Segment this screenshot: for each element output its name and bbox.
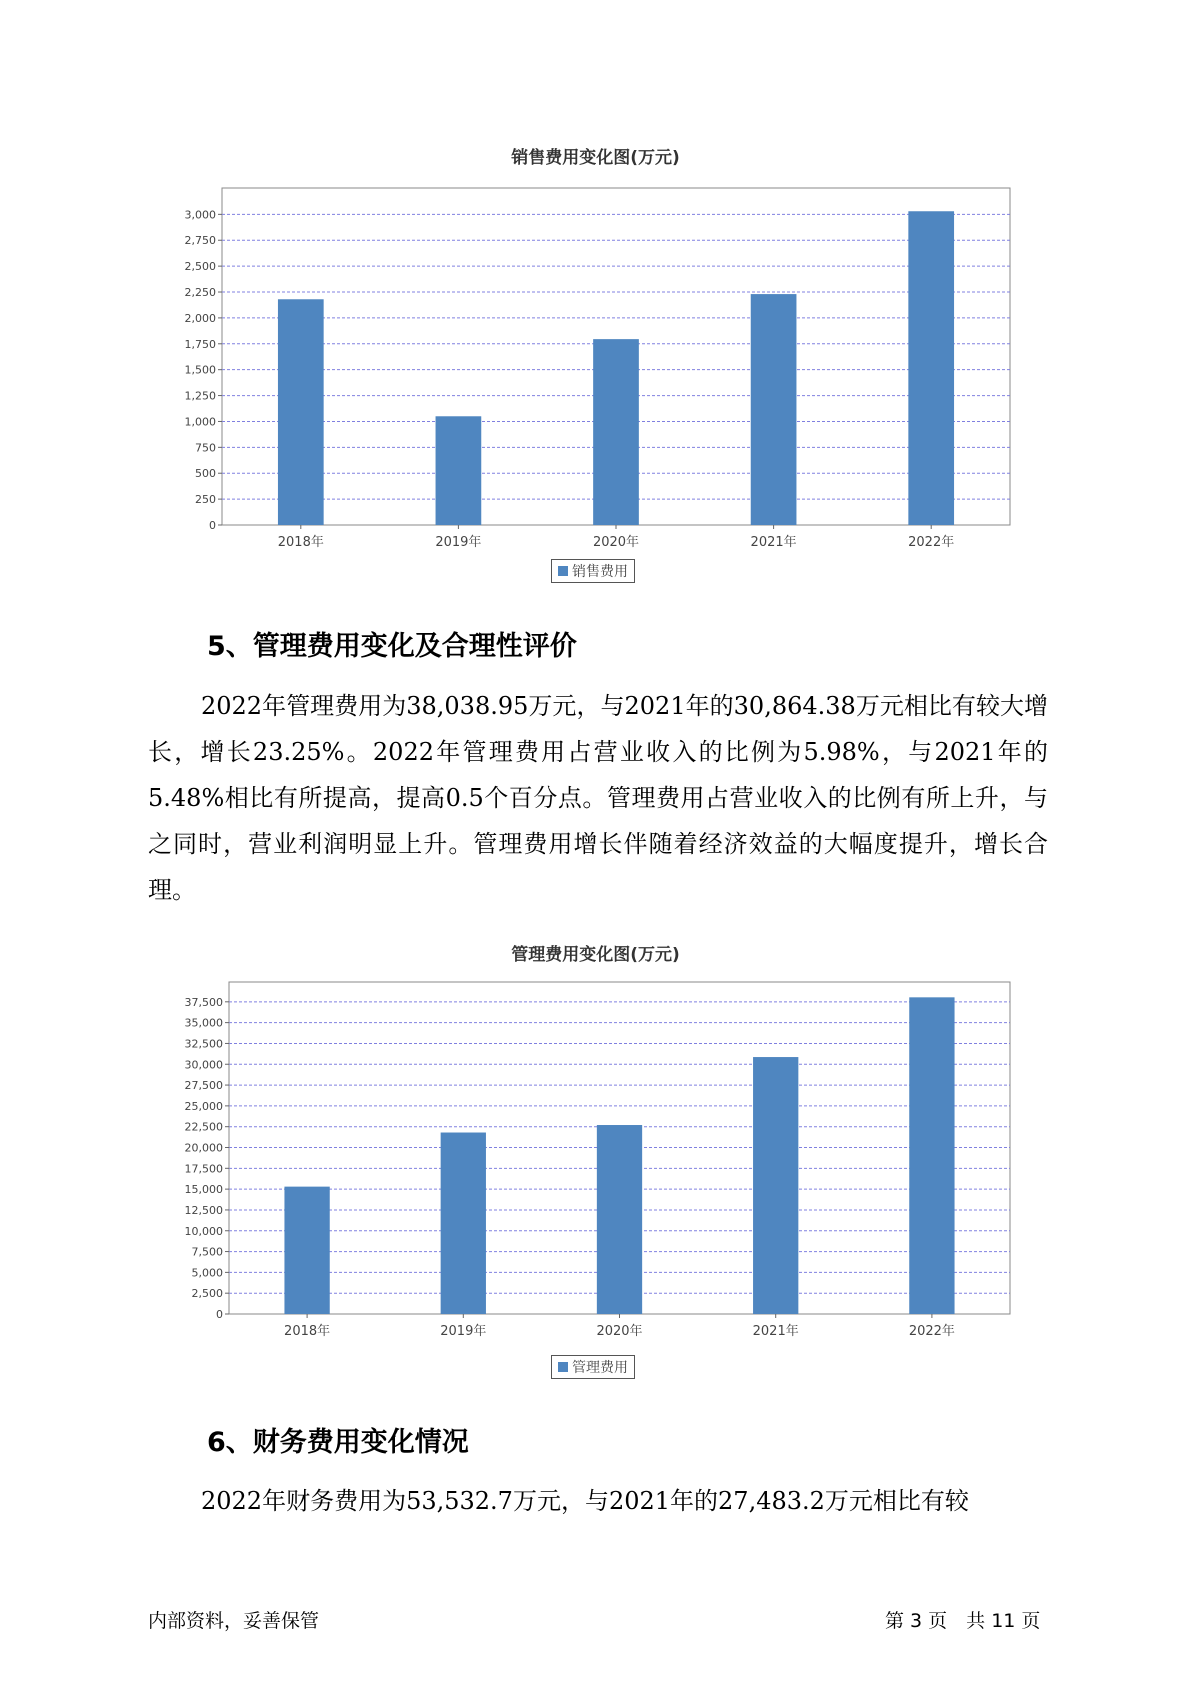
y-tick-label: 500 <box>195 467 216 481</box>
chart2-title: 管理费用变化图(万元) <box>511 945 680 965</box>
y-tick-label: 1,250 <box>184 389 216 403</box>
y-tick-label: 17,500 <box>184 1162 223 1176</box>
y-tick-label: 3,000 <box>184 208 216 222</box>
legend-swatch <box>558 1362 568 1372</box>
y-tick-label: 35,000 <box>184 1016 223 1030</box>
y-tick-label: 2,000 <box>184 311 216 325</box>
y-tick-label: 10,000 <box>184 1224 223 1238</box>
y-tick-label: 2,500 <box>191 1287 223 1301</box>
footer-left: 内部资料，妥善保管 <box>148 1610 320 1632</box>
x-tick-label: 2020年 <box>592 535 640 550</box>
y-tick-label: 12,500 <box>184 1203 223 1217</box>
chart1-title: 销售费用变化图(万元) <box>511 148 680 168</box>
section5-heading: 5、管理费用变化及合理性评价 <box>207 631 577 662</box>
bar-2022年 <box>909 997 954 1314</box>
y-tick-label: 0 <box>209 519 216 532</box>
y-tick-label: 750 <box>195 441 216 455</box>
y-tick-label: 1,000 <box>184 415 216 429</box>
bar-2021年 <box>753 1057 798 1314</box>
footer-page-number: 第 3 页 共 11 页 <box>885 1610 1041 1632</box>
x-tick-label: 2018年 <box>277 535 324 550</box>
section6-heading: 6、财务费用变化情况 <box>207 1427 469 1458</box>
y-tick-label: 2,750 <box>184 234 216 248</box>
x-tick-label: 2022年 <box>908 535 955 550</box>
x-tick-label: 2018年 <box>284 1324 331 1339</box>
x-tick-label: 2019年 <box>440 1324 487 1339</box>
y-tick-label: 0 <box>216 1308 223 1321</box>
x-tick-label: 2022年 <box>908 1324 955 1339</box>
x-tick-label: 2019年 <box>435 535 482 550</box>
y-tick-label: 22,500 <box>184 1120 223 1134</box>
chart2-legend-label: 管理费用 <box>572 1360 628 1376</box>
x-tick-label: 2020年 <box>596 1324 643 1339</box>
y-tick-label: 37,500 <box>184 995 223 1009</box>
y-tick-label: 15,000 <box>184 1183 223 1197</box>
y-tick-label: 27,500 <box>184 1079 223 1093</box>
section6-paragraph: 2022年财务费用为53,532.7万元，与2021年的27,483.2万元相比有较 <box>201 1487 969 1515</box>
bar-2019年 <box>441 1133 486 1314</box>
y-tick-label: 7,500 <box>191 1245 223 1259</box>
bar-2020年 <box>597 1125 642 1314</box>
x-tick-label: 2021年 <box>752 1324 799 1339</box>
chart2-legend <box>551 1355 635 1379</box>
y-tick-label: 25,000 <box>184 1099 223 1113</box>
y-tick-label: 32,500 <box>184 1037 223 1051</box>
y-tick-label: 2,250 <box>184 286 216 300</box>
section5-paragraph: 2022年管理费用为38,038.95万元，与2021年的30,864.38万元相比有较大增长，增长23.25%。2022年管理费用占营业收入的比例为5.98%，与2021年的5.48%相比有所提高，提高0.5个百分点。管理费用占营业收入的比例有所上升，与之同时，营业利润明显上升。管理费用增长伴随着经济效益的大幅度提升，增长合理。 <box>148 692 1048 904</box>
y-tick-label: 1,500 <box>184 363 216 377</box>
y-tick-label: 1,750 <box>184 337 216 351</box>
x-tick-label: 2021年 <box>750 535 797 550</box>
y-tick-label: 250 <box>195 493 216 507</box>
bar-2018年 <box>284 1187 329 1314</box>
chart1-legend-label: 销售费用 <box>572 564 628 580</box>
y-tick-label: 30,000 <box>184 1058 223 1072</box>
y-tick-label: 20,000 <box>184 1141 223 1155</box>
y-tick-label: 2,500 <box>184 260 216 274</box>
y-tick-label: 5,000 <box>191 1266 223 1280</box>
